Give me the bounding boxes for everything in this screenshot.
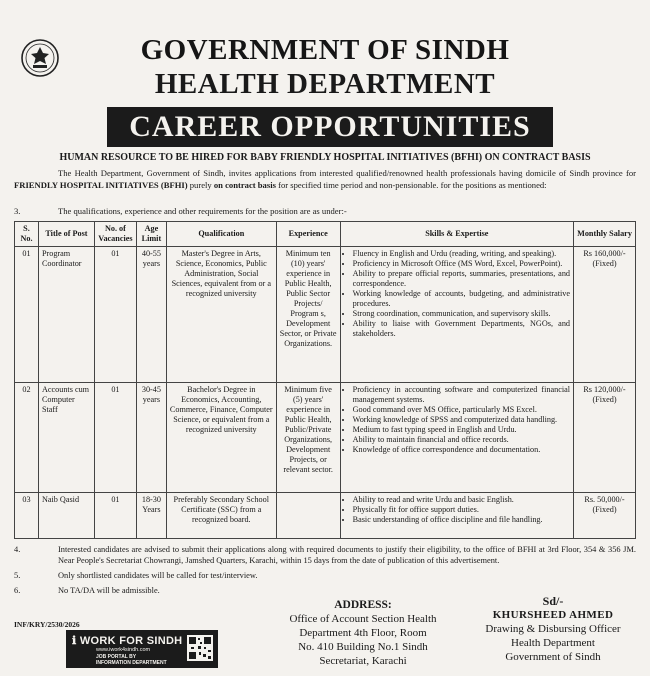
cell-age: 40-55 years (136, 247, 166, 383)
cell-age: 30-45 years (136, 383, 166, 493)
qr-code-icon (187, 635, 213, 661)
subheading: HUMAN RESOURCE TO BE HIRED FOR BABY FRIENDLY HOSPITAL INITIATIVES (BFHI) ON CONTRACT BASIS (59, 152, 591, 163)
skill-item: • Proficiency in Microsoft Office (MS Word, Excel, PowerPoint). (353, 259, 570, 269)
skill-item: • Strong coordination, communication, and supervisory skills. (353, 309, 570, 319)
header-age: Age Limit (136, 222, 166, 247)
cell-qualification: Bachelor's Degree in Economics, Accounting, Commerce, Finance, Computer Science, or equivalent from a recognized university (166, 383, 276, 493)
cell-title: Naib Qasid (38, 493, 94, 539)
cell-skills (340, 383, 573, 493)
signature-block (464, 594, 642, 664)
cell-experience: Minimum five (5) years' experience in Public Health, Public/Private Organizations, Development Projects, or relevant sector. (276, 383, 340, 493)
positions-table (14, 221, 636, 539)
table-row (15, 383, 636, 493)
work-for-sindh-portal: JOB PORTAL BY INFORMATION DEPARTMENT (96, 654, 167, 666)
skill-item: • Working knowledge of SPSS and computerized data handling. (353, 415, 570, 425)
signatory-line: Health Department (511, 637, 595, 649)
header-sno: S. No. (15, 222, 39, 247)
skill-item: • Knowledge of office correspondence and documentation. (353, 445, 570, 455)
cell-salary: Rs 120,000/- (Fixed) (574, 383, 636, 493)
note-item: 4. Interested candidates are advised to submit their applications along with required documents to justify their eligibility, to the office of BFHI at 3rd Floor, 354 & 356 JM. Near People's Secretariat Chowrangi, Jamshed Quarters, Karachi, within 15 days from the date of publication of this advertisement. (14, 545, 636, 565)
table-header-row (15, 222, 636, 247)
table-row (15, 493, 636, 539)
note-item: 6. No TA/DA will be admissible. (14, 586, 160, 595)
signatory-line: Drawing & Disbursing Officer (485, 623, 621, 635)
skill-item: • Ability to read and write Urdu and basic English. (353, 495, 570, 505)
header-title-government: GOVERNMENT OF SINDH (140, 34, 510, 66)
cell-salary: Rs. 50,000/- (Fixed) (574, 493, 636, 539)
note-item: 5. Only shortlisted candidates will be called for test/interview. (14, 571, 258, 580)
cell-age: 18-30 Years (136, 493, 166, 539)
skill-item: • Proficiency in accounting software and computerized financial management systems. (353, 385, 570, 405)
skill-item: • Working knowledge of accounts, budgeting, and administrative procedures. (353, 289, 570, 309)
cell-qualification: Master's Degree in Arts, Science, Economics, Public Administration, Social Sciences, equivalent from or a recognized university (166, 247, 276, 383)
table-row (15, 247, 636, 383)
cell-salary: Rs 160,000/- (Fixed) (574, 247, 636, 383)
career-banner: CAREER OPPORTUNITIES (107, 107, 553, 147)
header-qualification: Qualification (166, 222, 276, 247)
skill-item: • Medium to fast typing speed in English and Urdu. (353, 425, 570, 435)
reference-number: INF/KRY/2530/2026 (14, 620, 80, 629)
cell-sno: 01 (15, 247, 39, 383)
cell-qualification: Preferably Secondary School Certificate (SSC) from a recognized board. (166, 493, 276, 539)
skill-item: • Basic understanding of office discipline and file handling. (353, 515, 570, 525)
cell-sno: 02 (15, 383, 39, 493)
signature-sd: Sd/- (542, 594, 564, 608)
cell-skills (340, 247, 573, 383)
signatory-name: KHURSHEED AHMED (492, 609, 614, 621)
skill-item: • Ability to prepare official reports, summaries, presentations, and correspondence. (353, 269, 570, 289)
skill-item: • Physically fit for office support duties. (353, 505, 570, 515)
header-title-department: HEALTH DEPARTMENT (154, 68, 496, 100)
skill-item: • Ability to liaise with Government Departments, NGOs, and stakeholders. (353, 319, 570, 339)
address-label: ADDRESS: (334, 599, 392, 611)
work-for-sindh-logo (66, 630, 218, 668)
cell-title: Program Coordinator (38, 247, 94, 383)
work-for-sindh-brand: ℹ WORK FOR SINDH (72, 635, 183, 647)
skill-item: • Good command over MS Office, particularly MS Excel. (353, 405, 570, 415)
cell-title: Accounts cum Computer Staff (38, 383, 94, 493)
header-skills: Skills & Expertise (340, 222, 573, 247)
address-line: Department 4th Floor, Room (299, 627, 427, 639)
skill-item: • Fluency in English and Urdu (reading, writing, and speaking). (353, 249, 570, 259)
note-3: 3. The qualifications, experience and other requirements for the position are as under:- (14, 206, 347, 216)
footer-notes (14, 544, 636, 600)
header-salary: Monthly Salary (574, 222, 636, 247)
signatory-line: Government of Sindh (505, 651, 601, 663)
cell-vacancies: 01 (94, 383, 136, 493)
cell-vacancies: 01 (94, 247, 136, 383)
address-line: No. 410 Building No.1 Sindh (298, 641, 428, 653)
address-line: Secretariat, Karachi (319, 655, 407, 667)
header-experience: Experience (276, 222, 340, 247)
header-title: Title of Post (38, 222, 94, 247)
skill-item: • Ability to maintain financial and office records. (353, 435, 570, 445)
cell-experience (276, 493, 340, 539)
cell-skills (340, 493, 573, 539)
cell-vacancies: 01 (94, 493, 136, 539)
work-for-sindh-url: www.iwork4sindh.com (96, 647, 151, 653)
intro-paragraph: The Health Department, Government of Sindh, invites applications from interested qualified/renowned health professionals having domicile of Sindh province for FRIENDLY HOSPITAL INITIATIVES (BFHI) purely on contract basis for specified time period and non-pensionable. for the positions as mentioned: (14, 168, 636, 190)
cell-sno: 03 (15, 493, 39, 539)
cell-experience: Minimum ten (10) years' experience in Public Health, Public Sector Projects/ Program s, Development Sector, or Private Organizations. (276, 247, 340, 383)
address-line: Office of Account Section Health (289, 613, 437, 625)
advertisement-page (8, 10, 642, 670)
address-block (270, 598, 456, 668)
header-vacancies: No. of Vacancies (94, 222, 136, 247)
